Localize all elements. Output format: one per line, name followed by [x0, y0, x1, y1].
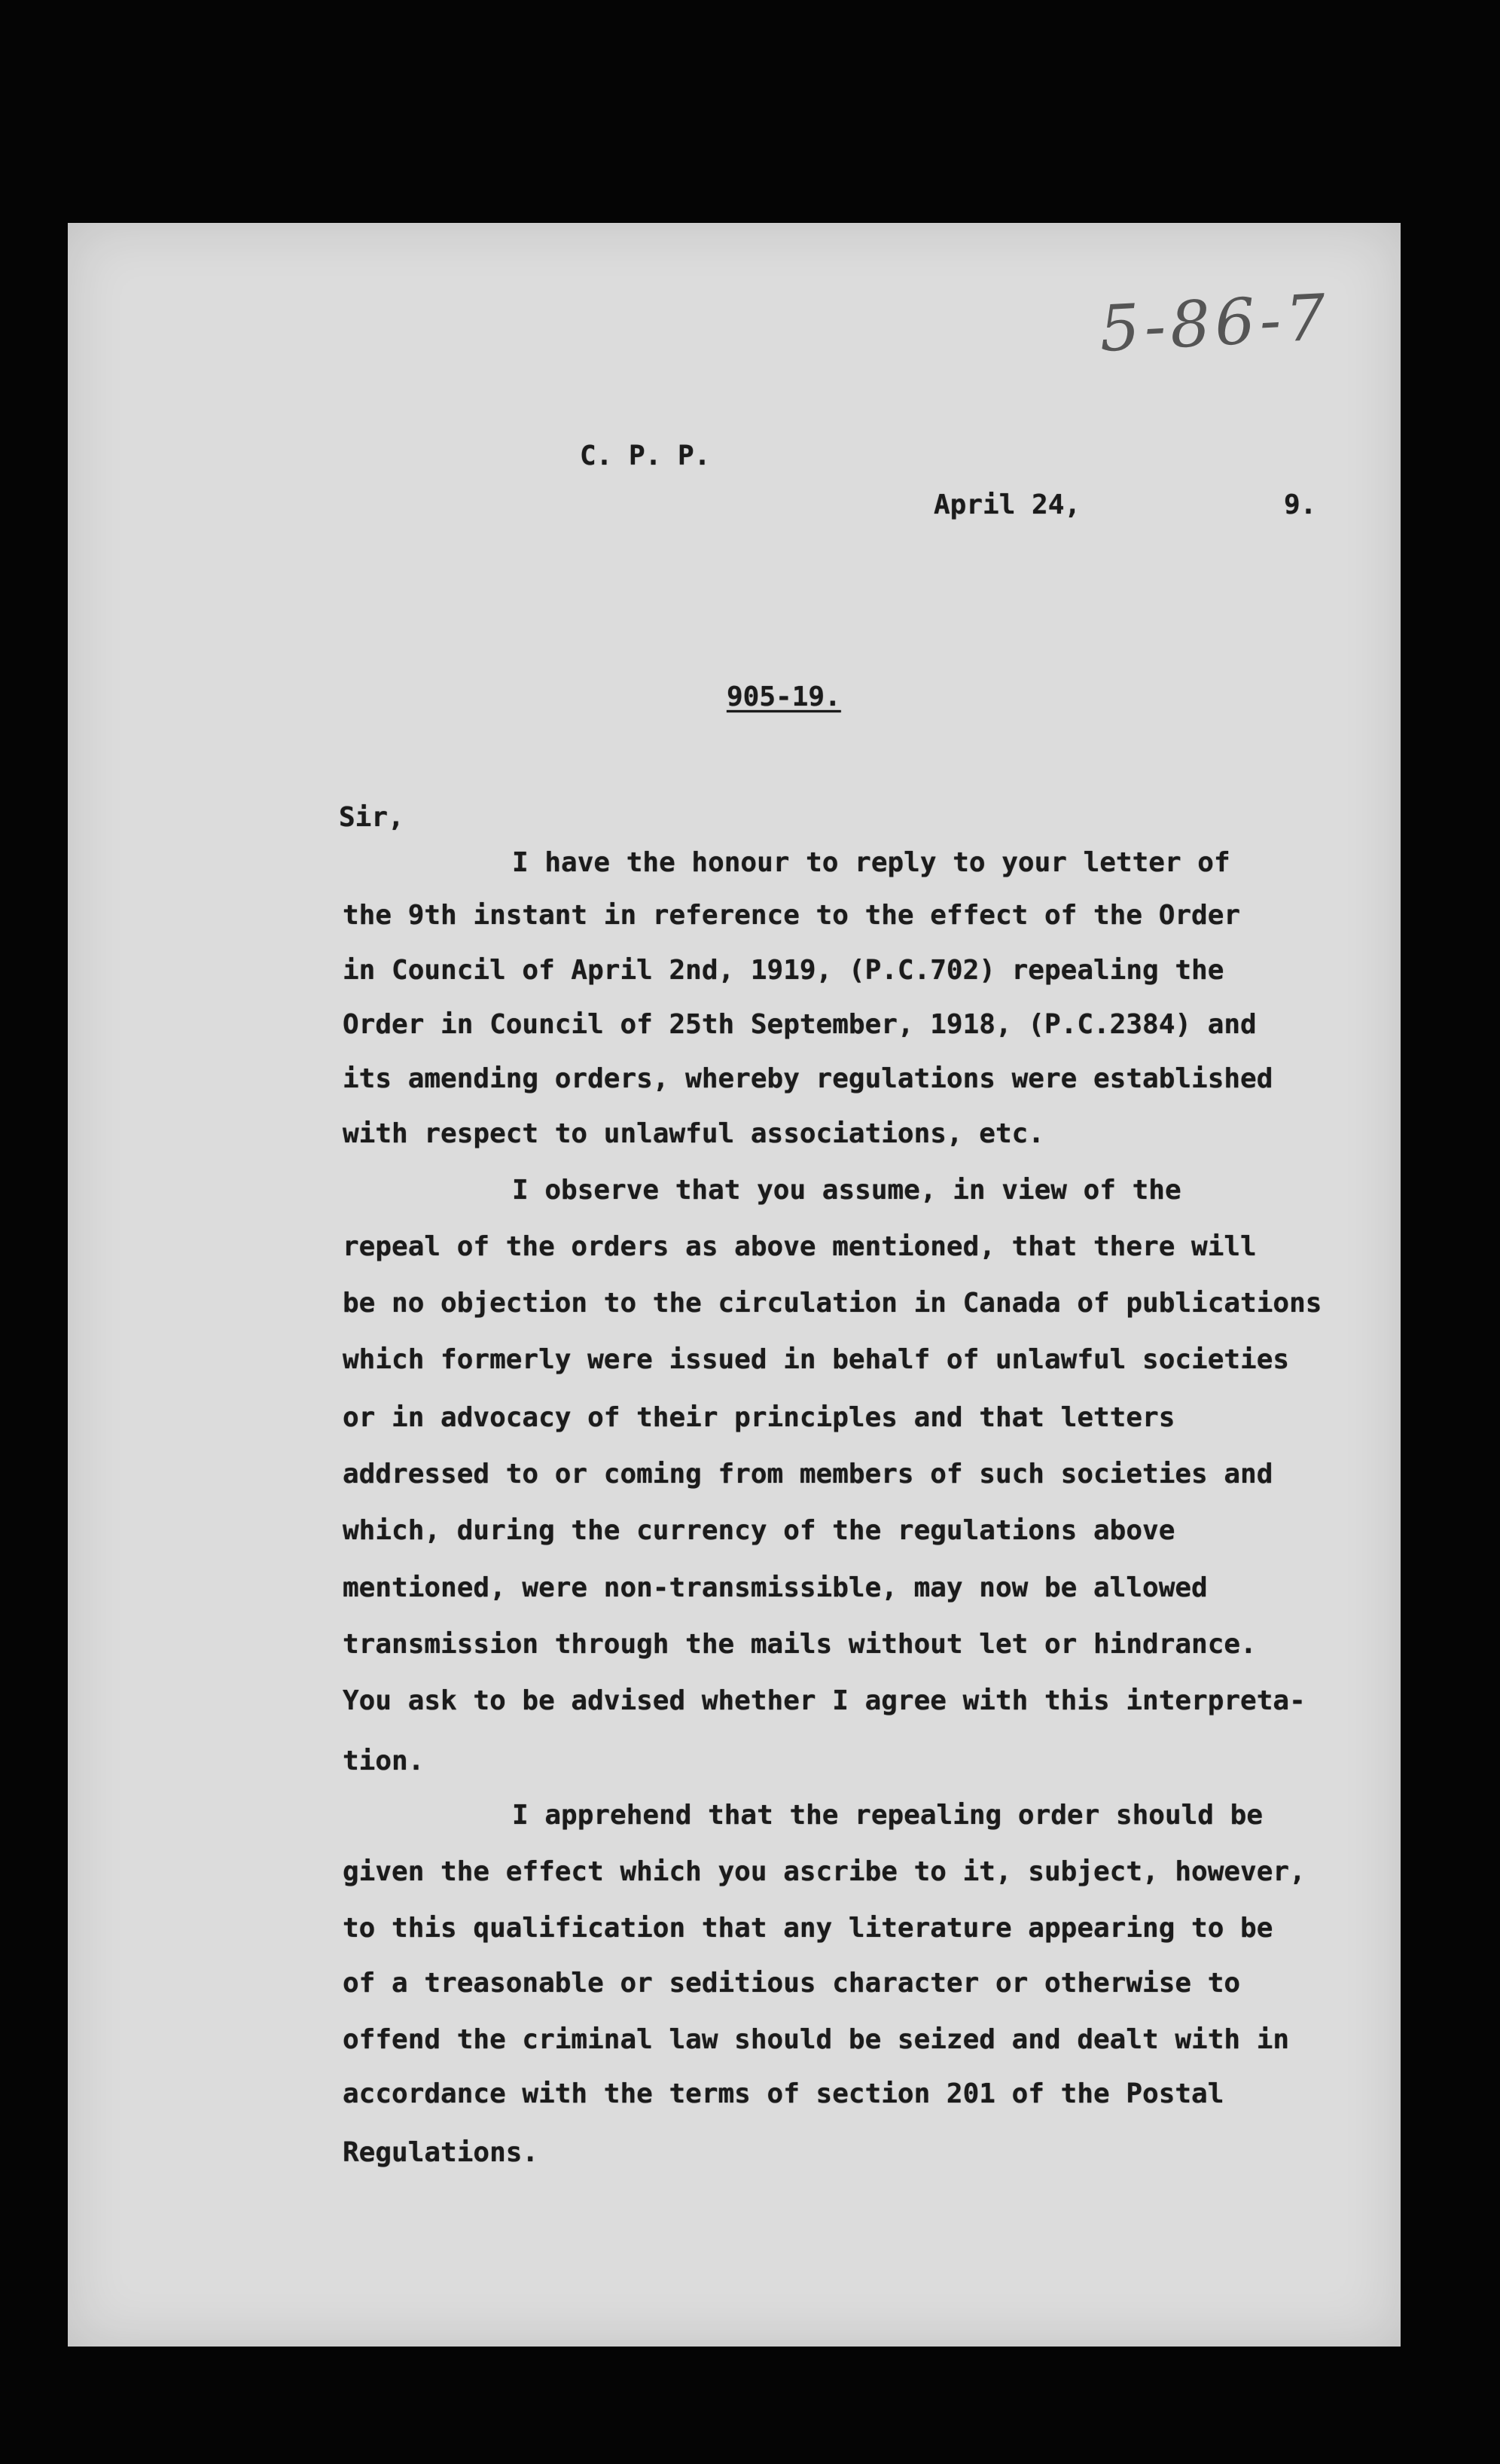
body-line: Order in Council of 25th September, 1918, (P.C.2384) and	[343, 1009, 1257, 1040]
header-year: 9.	[1284, 489, 1317, 520]
body-line: tion.	[343, 1746, 425, 1776]
body-line: mentioned, were non-transmissible, may now be allowed	[343, 1572, 1208, 1603]
body-line: which formerly were issued in behalf of unlawful societies	[343, 1344, 1290, 1375]
salutation: Sir,	[339, 802, 404, 833]
body-line: of a treasonable or seditious character or otherwise to	[343, 1968, 1241, 1999]
body-line: repeal of the orders as above mentioned, that there will	[343, 1231, 1257, 1262]
body-line: its amending orders, whereby regulations were established	[343, 1063, 1273, 1094]
body-line: addressed to or coming from members of such societies and	[343, 1459, 1273, 1490]
body-line: I apprehend that the repealing order should be	[512, 1800, 1263, 1831]
body-line: the 9th instant in reference to the effect of the Order	[343, 900, 1241, 931]
body-line: which, during the currency of the regulations above	[343, 1515, 1175, 1546]
body-line: with respect to unlawful associations, etc.	[343, 1118, 1044, 1149]
body-line: I have the honour to reply to your letter of	[512, 847, 1230, 878]
body-line: be no objection to the circulation in Canada of publications	[343, 1288, 1322, 1319]
body-line: or in advocacy of their principles and that letters	[343, 1402, 1175, 1433]
body-line: in Council of April 2nd, 1919, (P.C.702) repealing the	[343, 955, 1224, 986]
body-line: Regulations.	[343, 2137, 539, 2168]
body-line: offend the criminal law should be seized and dealt with in	[343, 2024, 1290, 2055]
body-line: I observe that you assume, in view of the	[512, 1175, 1181, 1206]
body-line: accordance with the terms of section 201 of the Postal	[343, 2078, 1224, 2109]
body-line: transmission through the mails without let or hindrance.	[343, 1629, 1257, 1660]
body-line: You ask to be advised whether I agree with this interpreta-	[343, 1685, 1306, 1716]
header-date: April 24,	[934, 489, 1081, 520]
file-number: 905-19.	[727, 682, 841, 712]
body-line: to this qualification that any literature appearing to be	[343, 1913, 1273, 1944]
body-line: given the effect which you ascribe to it, subject, however,	[343, 1856, 1306, 1887]
handwritten-archive-number: 5-86-7	[1097, 280, 1332, 366]
header-cpp: C. P. P.	[580, 441, 711, 471]
